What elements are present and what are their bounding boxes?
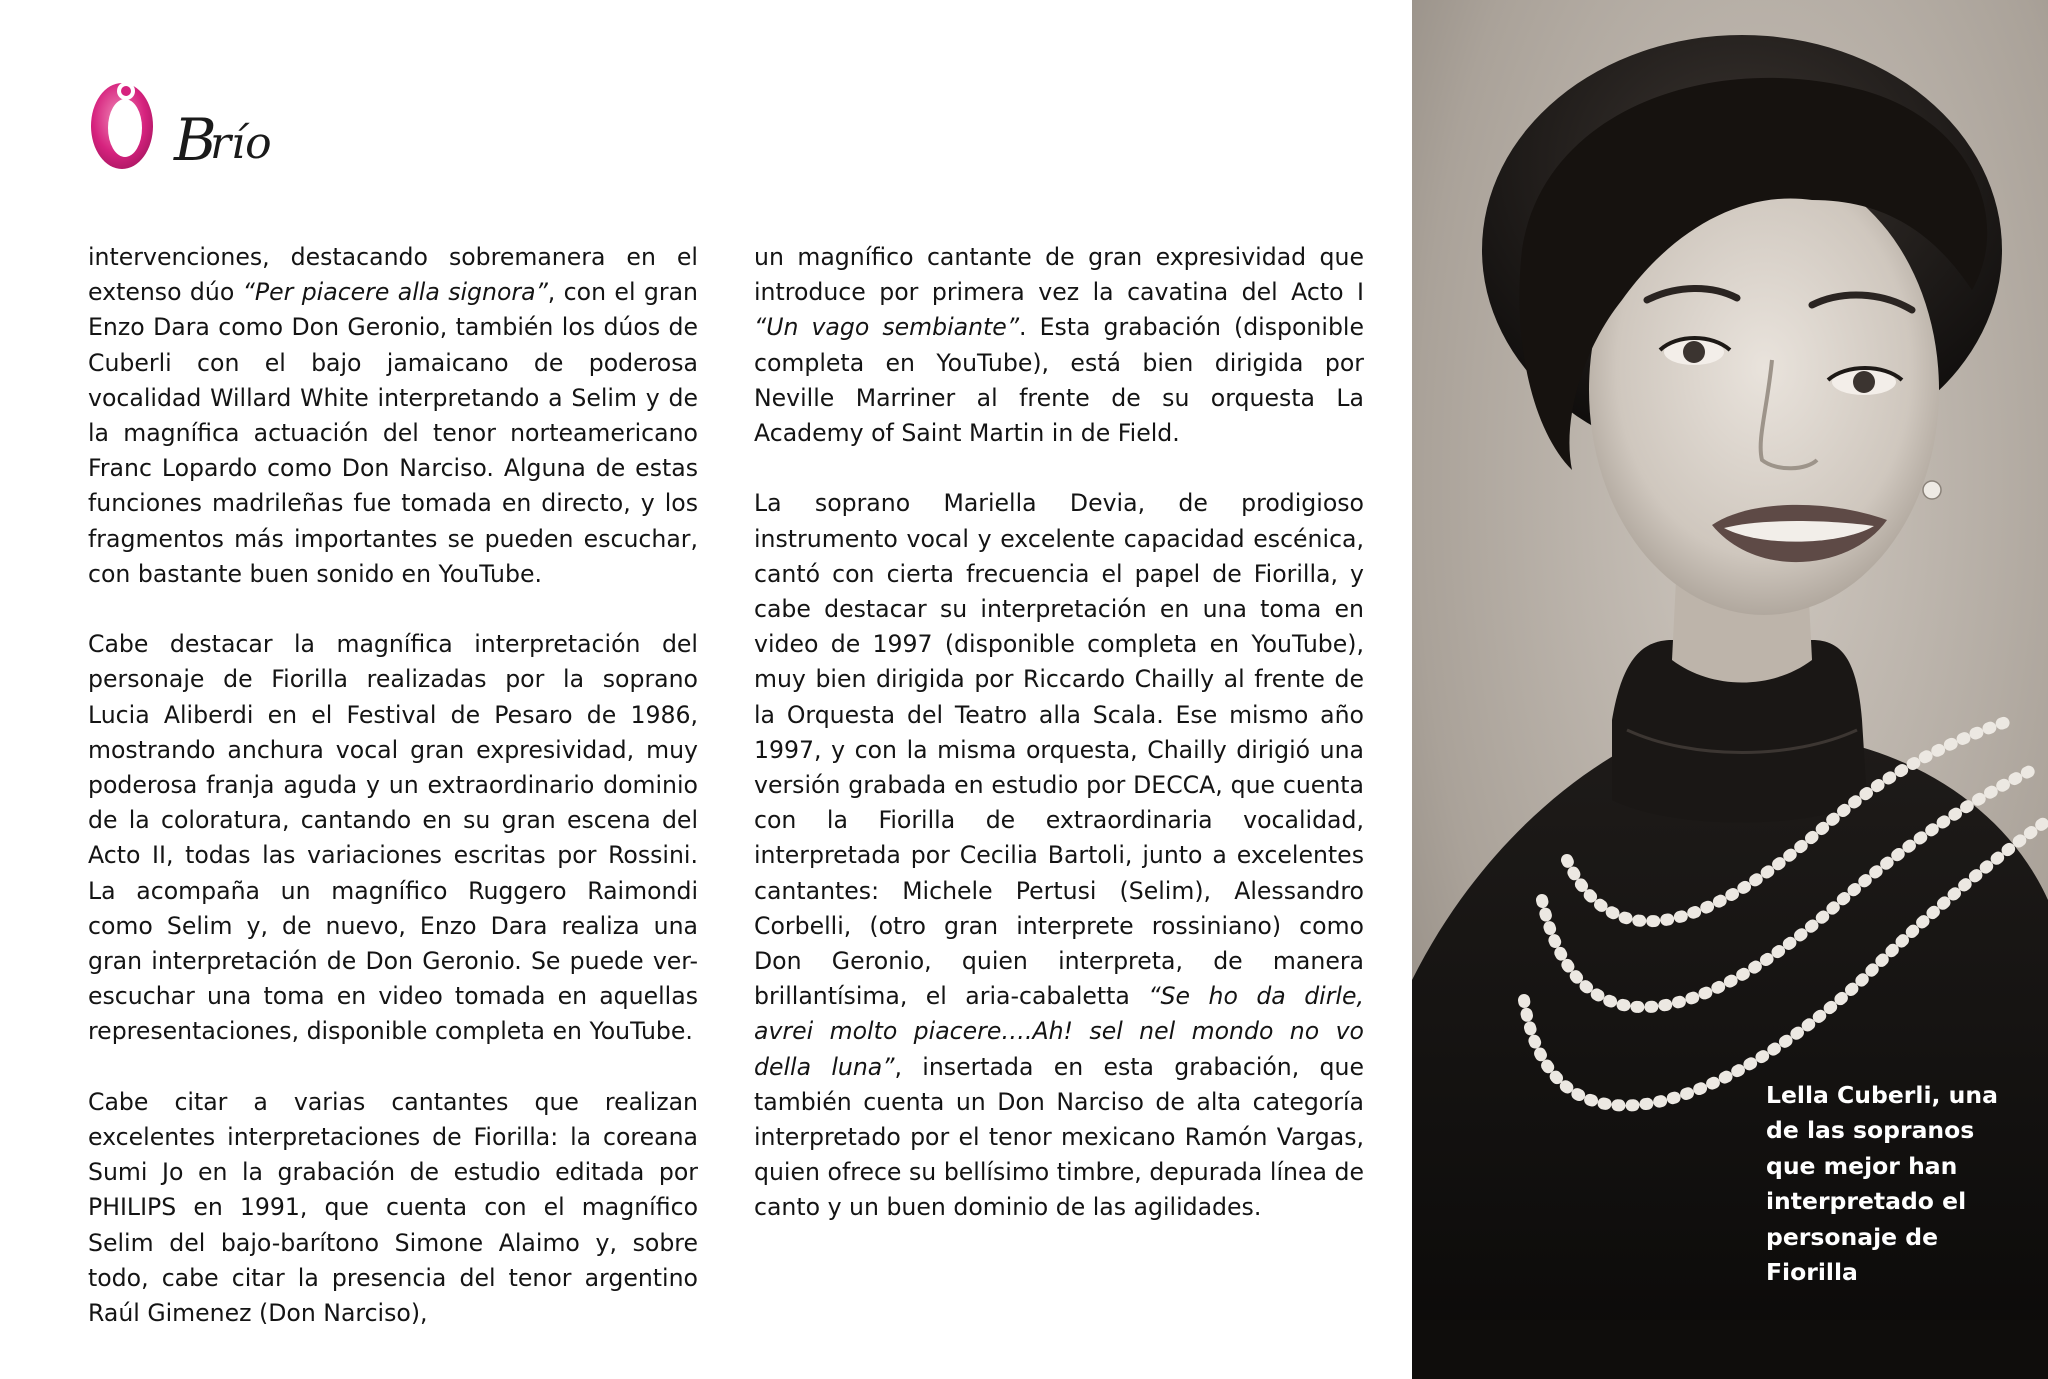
paragraph: Cabe destacar la magnífica interpretación del personaje de Fiorilla realizadas por la soprano Lucia Aliberdi en el Festival de Pesaro de 1986, mostrando anchura vocal gran expresividad, muy poderosa franja aguda y un extraordinario dominio de la coloratura, cantando en su gran escena del Acto II, todas las variaciones escritas por Rossini. La acompaña un magnífico Ruggero Raimondi como Selim y, de nuevo, Enzo Dara realiza una gran interpretación de Don Geronio. Se puede ver-escuchar una toma en video tomada en aquellas representaciones, disponible completa en YouTube.	[88, 630, 698, 1046]
paragraph: La soprano Mariella Devia, de prodigioso instrumento vocal y excelente capacidad escénica, cantó con cierta frecuencia el papel de Fiorilla, y cabe destacar su interpretación en una toma en video de 1997 (disponible completa en YouTube), muy bien dirigida por Riccardo Chailly al frente de la Orquesta del Teatro alla Scala. Ese mismo año 1997, y con la misma orquesta, Chailly dirigió una versión grabada en estudio por DECCA, que cuenta con la Fiorilla de extraordinaria vocalidad, interpretada por Cecilia Bartoli, junto a excelentes cantantes: Michele Pertusi (Selim), Alessandro Corbelli, (otro gran interprete rossiniano) como Don Geronio, quien interpreta, de manera brillantísima, el aria-cabaletta “Se ho da dirle, avrei molto piacere….Ah! sel nel mondo no vo della luna”, insertada en esta grabación, que también cuenta un Don Narciso de alta categoría interpretado por el tenor mexicano Ramón Vargas, quien ofrece su bellísimo timbre, depurada línea de canto y un buen dominio de las agilidades.	[754, 489, 1364, 1222]
paragraph: un magnífico cantante de gran expresividad que introduce por primera vez la cavatina del Acto I “Un vago sembiante”. Esta grabación (disponible completa en YouTube), está bien dirigida por Neville Marriner al frente de su orquesta La Academy of Saint Martin in de Field.	[754, 243, 1364, 448]
svg-text:B: B	[174, 106, 217, 174]
italic-title: “Per piacere alla signora”	[242, 278, 548, 307]
logo-graphic	[86, 64, 326, 184]
article-column-right	[754, 240, 1364, 1261]
paragraph: Cabe citar a varias cantantes que realizan excelentes interpretaciones de Fiorilla: la coreana Sumi Jo en la grabación de estudio editada por PHILIPS en 1991, que cuenta con el magnífico Selim del bajo-barítono Simone Alaimo y, sobre todo, cabe citar la presencia del tenor argentino Raúl Gimenez (Don Narciso),	[88, 1087, 698, 1328]
brand-logo	[86, 64, 326, 184]
italic-title: “Se ho da dirle, avrei molto piacere….Ah! sel nel mondo no vo della luna”	[754, 982, 1364, 1081]
photo-caption: Lella Cuberli, una de las sopranos que mejor han interpretado el personaje de Fiorilla	[1766, 1081, 1998, 1287]
svg-text:río: río	[210, 118, 272, 169]
article-column-left	[88, 240, 698, 1366]
italic-title: “Un vago sembiante”	[754, 313, 1020, 342]
paragraph: intervenciones, destacando sobremanera en el extenso dúo “Per piacere alla signora”, con el gran Enzo Dara como Don Geronio, también los dúos de Cuberli con el bajo jamaicano de poderosa vocalidad Willard White interpretando a Selim y de la magnífica actuación del tenor norteamericano Franc Lopardo como Don Narciso. Alguna de estas funciones madrileñas fue tomada en directo, y los fragmentos más importantes se pueden escuchar, con bastante buen sonido en YouTube.	[88, 243, 698, 588]
